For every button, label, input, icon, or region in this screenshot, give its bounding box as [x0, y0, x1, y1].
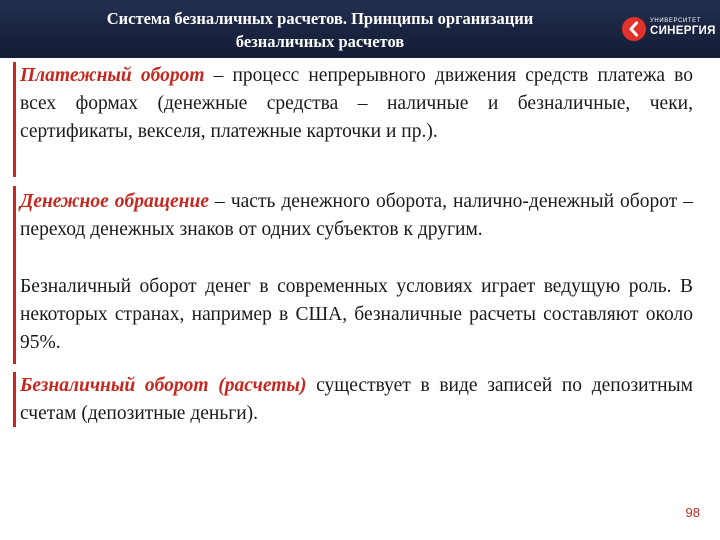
term-cashless-turnover: Безналичный оборот (расчеты)	[20, 375, 307, 396]
page-number: 98	[685, 505, 700, 520]
accent-bar-bottom	[13, 372, 16, 427]
paragraph-text: существует в виде записей по депозитным счетам (депозитные деньги).	[20, 375, 693, 424]
accent-bar-top	[13, 62, 16, 177]
logo-small-text: УНИВЕРСИТЕТ	[650, 18, 701, 24]
slide-title-line-2: безналичных расчетов	[235, 32, 405, 51]
paragraph-text: – часть денежного оборота, налично-денежный оборот – переход денежных знаков от одних субъектов к другим.	[20, 191, 693, 240]
logo-big-text: СИНЕРГИЯ	[650, 25, 716, 37]
slide-header	[0, 0, 720, 58]
paragraph-text: – процесс непрерывного движения средств платежа во всех формах (денежные средства – наличные и безналичные, чеки, сертификаты, векселя, платежные карточки и пр.).	[20, 65, 693, 142]
accent-bar-middle	[13, 186, 16, 364]
synergy-logo	[622, 16, 716, 44]
slide-title	[40, 7, 600, 53]
term-payment-turnover: Платежный оборот	[20, 65, 205, 86]
term-money-circulation: Денежное обращение	[20, 191, 210, 212]
paragraph-cashless-turnover	[20, 372, 693, 428]
paragraph-cashless-role	[20, 273, 693, 357]
paragraph-money-circulation	[20, 188, 693, 244]
logo-mark-icon	[622, 17, 646, 41]
paragraph-text: Безналичный оборот денег в современных условиях играет ведущую роль. В некоторых странах, например в США, безналичные расчеты составляют около 95%.	[20, 276, 693, 353]
paragraph-payment-turnover	[20, 62, 693, 146]
slide-title-line-1: Система безналичных расчетов. Принципы организации	[106, 9, 534, 28]
